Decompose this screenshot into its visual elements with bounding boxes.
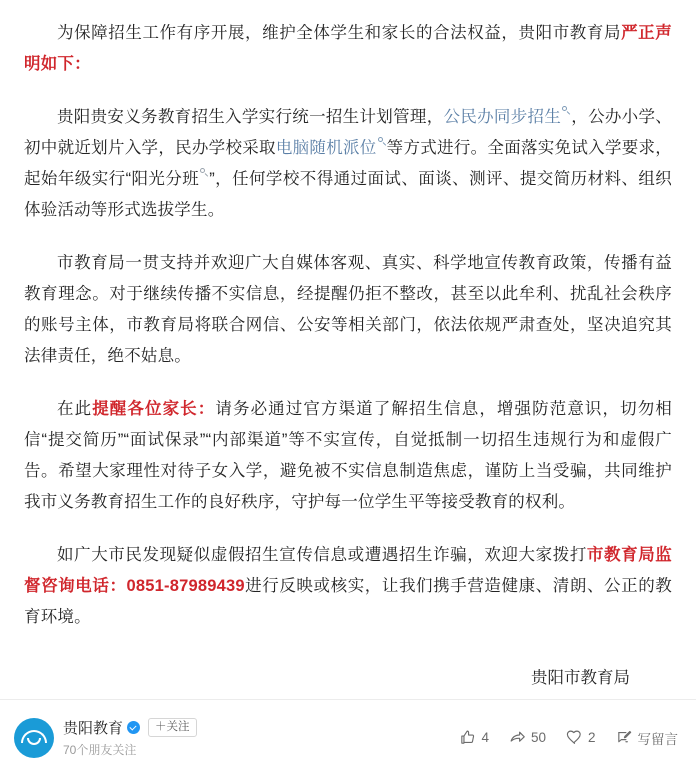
account-block[interactable]	[14, 717, 197, 758]
heart-icon	[566, 729, 583, 746]
search-icon	[199, 167, 209, 178]
paragraph-5-text-a: 如广大市民发现疑似虚假招生宣传信息或遭遇招生诈骗，欢迎大家拨打	[57, 546, 587, 564]
hotline-emphasis: 市教育局监督咨询电话：0851-87989439	[24, 546, 672, 595]
paragraph-4-text-a: 在此	[57, 400, 93, 418]
paragraph-3-text: 市教育局一贯支持并欢迎广大自媒体客观、真实、科学地宣传教育政策，传播有益教育理念。对于继续传播不实信息，经提醒仍拒不整改，甚至以此牟利、扰乱社会秩序的账号主体，市教育局将联合网信、公安等相关部门，依法依规严肃查处，坚决追究其法律责任，绝不姑息。	[24, 254, 672, 365]
paragraph-1	[24, 18, 672, 80]
hyperlink-synchronized-enrollment-label: 公民办同步招生	[443, 108, 562, 126]
article-footer	[0, 699, 696, 775]
account-subtitle: 70个朋友关注	[63, 743, 137, 757]
paragraph-4-text-b: 请务必通过官方渠道了解招生信息，增强防范意识，切勿相信“提交简历”“面试保录”“内部渠道”等不实宣传，自觉抵制一切招生违规行为和虚假广告。希望大家理性对待子女入学，避免被不实信息制造焦虑，谨防上当受骗，共同维护我市义务教育招生工作的良好秩序，守护每一位学生平等接受教育的权利。	[24, 400, 673, 511]
quoted-term-sunshine-class	[131, 170, 209, 188]
paragraph-5-text-b: 进行反映或核实，让我们携手营造健康、清朗、公正的教育环境。	[24, 577, 673, 626]
account-text	[63, 717, 197, 758]
favorite-action[interactable]	[566, 729, 596, 746]
pencil-comment-icon	[616, 729, 633, 746]
comment-action[interactable]	[616, 728, 679, 748]
share-action[interactable]	[509, 729, 546, 746]
paragraph-2-text-b: ，公办小学、初中就近划片入学，民办学校采取	[24, 108, 672, 157]
search-icon	[377, 136, 387, 147]
account-name: 贵阳教育	[63, 720, 124, 737]
verified-badge-icon	[127, 721, 140, 734]
paragraph-1-text-normal: 为保障招生工作有序开展，维护全体学生和家长的合法权益，贵阳市教育局	[57, 24, 622, 42]
hyperlink-synchronized-enrollment[interactable]	[444, 108, 572, 126]
hyperlink-computer-lottery[interactable]	[276, 139, 387, 157]
like-count: 4	[481, 730, 489, 745]
action-bar	[459, 728, 678, 748]
paragraph-4	[24, 394, 672, 518]
share-count: 50	[530, 730, 546, 745]
favorite-count: 2	[587, 730, 596, 745]
paragraph-4-text-emphasis: 提醒各位家长：	[92, 400, 216, 418]
paragraph-3	[24, 248, 672, 372]
search-icon	[561, 105, 571, 116]
hyperlink-computer-lottery-label: 电脑随机派位	[275, 139, 377, 157]
paragraph-2	[24, 102, 672, 226]
paragraph-2-text-a: 贵阳贵安义务教育招生入学实行统一招生计划管理，	[57, 108, 444, 126]
comment-label: 写留言	[637, 731, 678, 747]
paragraph-1-text-emphasis: 严正声明如下：	[24, 24, 672, 73]
account-name-row	[63, 717, 197, 738]
paragraph-2-text-d: ”，任何学校不得通过面试、面谈、测评、提交简历材料、组织体验活动等形式选拔学生。	[24, 170, 672, 219]
like-action[interactable]	[459, 729, 489, 746]
paragraph-2-text-c: 等方式进行。全面落实免试入学要求，起始年级实行“	[24, 139, 673, 188]
avatar	[14, 718, 54, 758]
share-arrow-icon	[509, 729, 526, 746]
quoted-term-sunshine-class-label: 阳光分班	[131, 170, 200, 188]
signature-issuer: 贵阳市教育局	[531, 669, 630, 687]
thumbs-up-icon	[459, 729, 476, 746]
paragraph-5	[24, 540, 672, 633]
follow-button[interactable]: ＋关注	[148, 718, 197, 737]
